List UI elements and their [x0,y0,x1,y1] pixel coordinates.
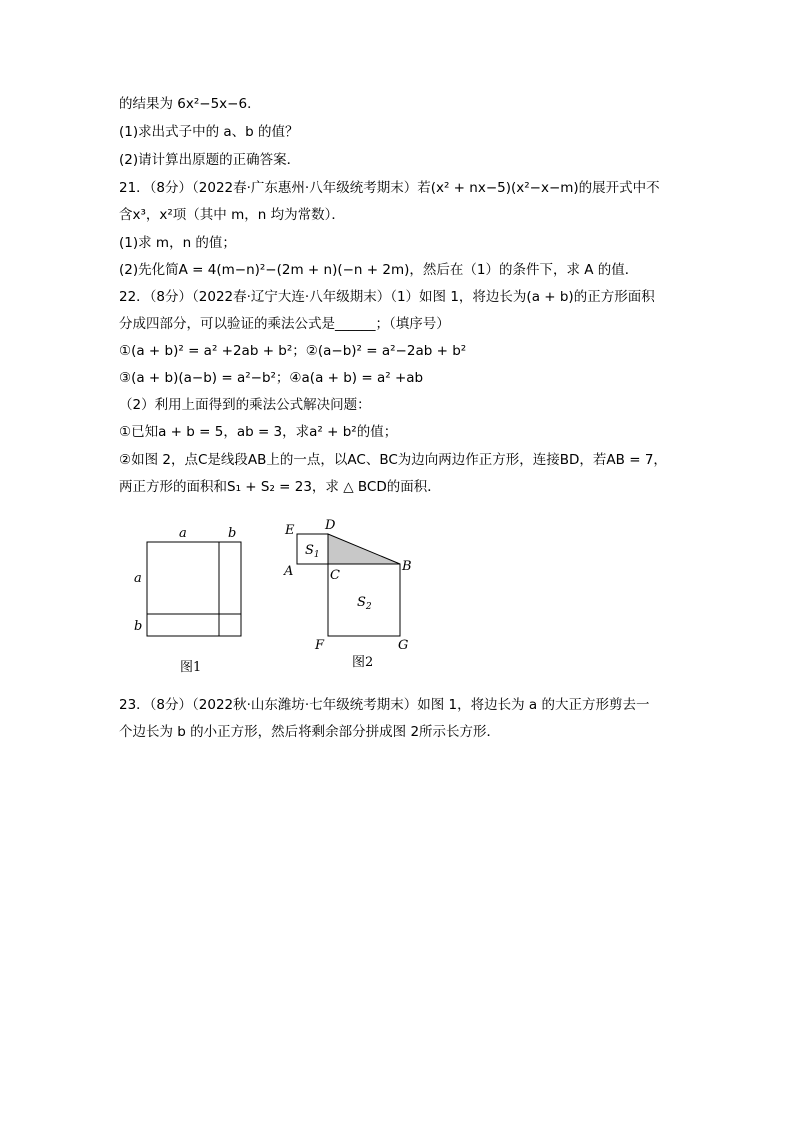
question-23-line-1: 23．（8分）（2022秋·山东潍坊·七年级统考期末）如图 1，将边长为 a 的大正方形剪去一 [119,697,650,713]
fig2-label-f: F [315,638,325,653]
text-line-1: 的结果为 6x²−5x−6． [119,96,261,112]
fig2-label-c: C [330,568,340,583]
figure-1 [125,515,255,680]
fig2-label-a: A [284,564,294,579]
fig1-label-a-left: a [134,571,142,586]
question-21-part-1: (1)求 m，n 的值； [119,235,236,251]
question-22-line-1: 22．（8分）（2022春·辽宁大连·八年级期末）（1）如图 1，将边长为(a + b)的正方形面积 [119,289,655,305]
question-22-options-1: ①(a + b)² = a² +2ab + b²；②(a−b)² = a²−2ab + b² [119,343,467,359]
fig1-label-a-top: a [179,526,187,541]
question-23-line-2: 个边长为 b 的小正方形，然后将剩余部分拼成图 2所示长方形． [119,724,501,740]
question-22-options-2: ③(a + b)(a−b) = a²−b²；④a(a + b) = a² +ab [119,370,424,386]
fig2-label-g: G [398,638,409,653]
question-21-line-1: 21．（8分）（2022春·广东惠州·八年级统考期末）若(x² + nx−5)(x²−x−m)的展开式中不 [119,180,660,196]
fig2-label-e: E [285,523,295,538]
question-22-line-2: 分成四部分，可以验证的乘法公式是______；（填序号） [119,316,450,332]
fig2-caption: 图2 [352,655,374,670]
fig2-label-s1: $S_1$ [305,543,320,560]
question-22-sub-2-line-2: 两正方形的面积和S₁ + S₂ = 23，求 △ BCD的面积． [119,479,441,495]
fig1-label-b-left: b [134,619,143,634]
fig1-outer-square [147,542,241,636]
question-22-sub-2-line-1: ②如图 2，点C是线段AB上的一点，以AC、BC为边向两边作正方形，连接BD，若AB = 7， [119,452,667,468]
fig2-label-s2: $S_2$ [357,595,372,612]
fig2-label-d: D [325,518,336,533]
question-22-part-2: （2）利用上面得到的乘法公式解决问题： [119,397,371,413]
text-line-3: (2)请计算出原题的正确答案． [119,152,301,168]
fig1-caption: 图1 [180,660,202,675]
text-line-2: (1)求出式子中的 a、b 的值？ [119,124,299,140]
question-21-line-2: 含x³，x²项（其中 m，n 均为常数）． [119,207,345,223]
figure-2 [278,512,428,677]
question-21-part-2: (2)先化简A = 4(m−n)²−(2m + n)(−n + 2m)，然后在（1）的条件下，求 A 的值． [119,262,639,278]
question-22-sub-1: ①已知a + b = 5，ab = 3，求a² + b²的值； [119,424,398,440]
fig2-label-b: B [402,559,412,574]
shaded-triangle-bcd [328,534,400,564]
fig1-label-b-top: b [228,526,237,541]
